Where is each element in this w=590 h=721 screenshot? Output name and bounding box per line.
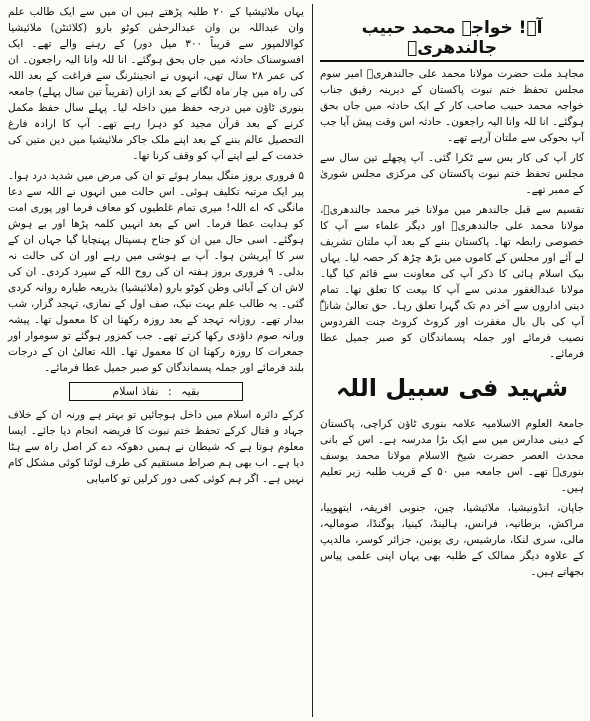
continuation-label: بقیہ: [181, 385, 200, 398]
obituary-paragraph-2: کار آپ کی کار بس سے ٹکرا گئی۔ آپ پچھلے تین سال سے مجلس تحفظ ختم نبوت پاکستان کی مرکزی مجلس شوریٰ کے ممبر تھے۔: [320, 152, 584, 196]
martyr-title: شہید فی سبیل اللہ: [335, 374, 569, 402]
martyr-paragraph-1: جامعۃ العلوم الاسلامیہ علامہ بنوری ٹاؤن کراچی، پاکستان کے دینی مدارس میں سے ایک بڑا مدرسہ ہے۔ اس کے بانی محدث العصر حضرت شیخ الاسلام مولانا محمد یوسف بنوریؒ تھے۔ اس جامعہ میں ۵۰ کے قریب طلبہ زیر تعلیم ہیں۔: [320, 418, 584, 494]
column-divider: [312, 4, 313, 717]
student-paragraph-2: ۵ فروری بروز منگل بیمار ہوئے تو ان کی مرض میں شدید درد ہوا۔ پیر ایک مرتبہ تکلیف ہوئی۔ اس حالت میں انہوں نے اللہ سے دعا مانگی کہ اے اللہ! میری تمام غلطیوں کو معاف فرما اور پوری امت کو ہدایت عطا فرما۔ اس کے بعد انہیں کلمہ پڑھا اور بے ہوش ہوگئے۔ اسی حال میں ان کو جناح ہسپتال پہنچایا گیا جہاں ان کے سر کا آپریشن ہوا۔ آپ بے ہوشی میں رہے اور ان کی حالت نہ بدلی۔ ۹ فروری بروز ہفتہ ان کی روح اللہ کے سپرد کردی۔ ان کی لاش ان کے آبائی وطن کوٹو بارو (ملائیشیا) بذریعہ طیارہ روانہ کردی گئی۔ یہ طالب علم بہت نیک، صف اول کے نمازی، تہجد گزار، شب بیدار تھے۔ روزانہ تہجد کے بعد روزہ رکھنا ان کا معمول تھا۔ پیشہ ورانہ صوم داؤدی رکھا کرتے تھے۔ جب کمزور ہوگئے تو سوموار اور جمعرات کا روزہ رکھنا ان کا معمول تھا۔ اللہ تعالیٰ ان کے درجات بلند فرمائے اور جملہ پسماندگان کو صبر جمیل عطا فرمائے۔: [8, 170, 305, 374]
obituary-title: آہ! خواجہ محمد حبیب جالندھریؒ: [320, 18, 584, 62]
obituary-paragraph-3: تقسیم سے قبل جالندھر میں مولانا خیر محمد جالندھریؒ، مولانا محمد علی جالندھریؒ اور دیگر علماء سے آپ کا خصوصی رابطہ تھا۔ پاکستان بننے کے بعد آپ ملتان تشریف لے آئے اور مجلس کے کاموں میں بڑھ چڑھ کر حصہ لیا۔ یہاں بیک اسلام ہائی کا ذکر آپ کی معاونت سے قائم کیا گیا۔ مولانا عبدالغفور مدنی سے آپ کا بیعت کا تعلق تھا۔ تمام دینی اداروں سے آخر دم تک گہرا تعلق رہا۔ حق تعالیٰ شانہٗ آپ کی بال بال مغفرت اور کروٹ کروٹ جنت الفردوس نصیب فرمائے اور جملہ پسماندگان کو صبر جمیل عطا فرمائے۔: [320, 204, 584, 360]
continuation-paragraph: کرکے دائرہ اسلام میں داخل ہوجائیں تو بہتر ہے ورنہ ان کے خلاف جہاد و قتال کرکے تحفظ ختم نبوت کا فریضہ انجام دیا جائے۔ ایسا معلوم ہوتا ہے کہ شیطان نے ہمیں دھوکہ دے کر اصل راہ سے ہٹا دیا ہے۔ اب بھی ہم صراط مستقیم کی طرف لوٹنا کوئی مشکل کام نہیں ہے۔ اگر ہم کوئی کمی دور کرلیں تو کامیابی: [8, 409, 304, 485]
right-column: [320, 4, 584, 717]
martyr-paragraph-2: جاپان، انڈونیشیا، ملائیشیا، چین، جنوبی افریقہ، ایتھوپیا، مراکش، برطانیہ، فرانس، ہالینڈ، کینیا، یوگنڈا، صومالیہ، مالی، سری لنکا، مارشیس، ری یونین، جزائر کوسر، مالدیپ کے علاوہ دیگر ممالک کے طلبہ بھی یہاں اپنی علمی پیاس بجھاتے ہیں۔: [320, 502, 584, 578]
student-paragraph-1: یہاں ملائیشیا کے ۲۰ طلبہ پڑھتے ہیں ان میں سے ایک طالب علم وان عبداللہ بن وان عبدالرحمٰن کوٹو بارو (کلائنٹن) ملائیشیا کوالالمپور سے قریباً ۳۰۰ میل دور) کے رہنے والے تھے۔ ایک افسوسناک حادثہ میں جاں بحق ہوگئے۔ انا للہ وانا الیہ راجعون۔ ان کی عمر ۲۸ سال تھی، انہوں نے انجینئرنگ سے فراغت کے بعد اللہ کی راہ میں چار ماہ لگانے کے بعد ازاں (تقریباً تین سال پہلے) جامعہ بنوری ٹاؤن میں درجہ حفظ میں داخلہ لیا۔ پہلے سال حفظ مکمل کرنے کے بعد قرآن مجید کو دہرا رہے تھے۔ آپ کا ارادہ فارغ التحصیل عالم بننے کے بعد اپنے ملک جاکر ملائیشیا میں دین متین کی خدمت کے لیے اپنے آپ کو وقف کرنا تھا۔: [8, 6, 304, 162]
obituary-paragraph-1: مجاہد ملت حضرت مولانا محمد علی جالندھریؒ امیر سوم مجلس تحفظ ختم نبوت پاکستان کے دیرینہ رفیق جناب خواجہ محمد حبیب صاحب کار کے ایک حادثہ میں جاں بحق ہوگئے۔ انا للہ وانا الیہ راجعون۔ حادثہ اس وقت پیش آیا جب آپ بحوکی سے ملتان آرہے تھے۔: [320, 68, 584, 144]
continuation-box: بقیہ : نفاذ اسلام: [69, 382, 243, 401]
left-column: [8, 4, 304, 717]
continuation-title: نفاذ اسلام: [112, 385, 159, 398]
newspaper-page: [6, 4, 584, 717]
